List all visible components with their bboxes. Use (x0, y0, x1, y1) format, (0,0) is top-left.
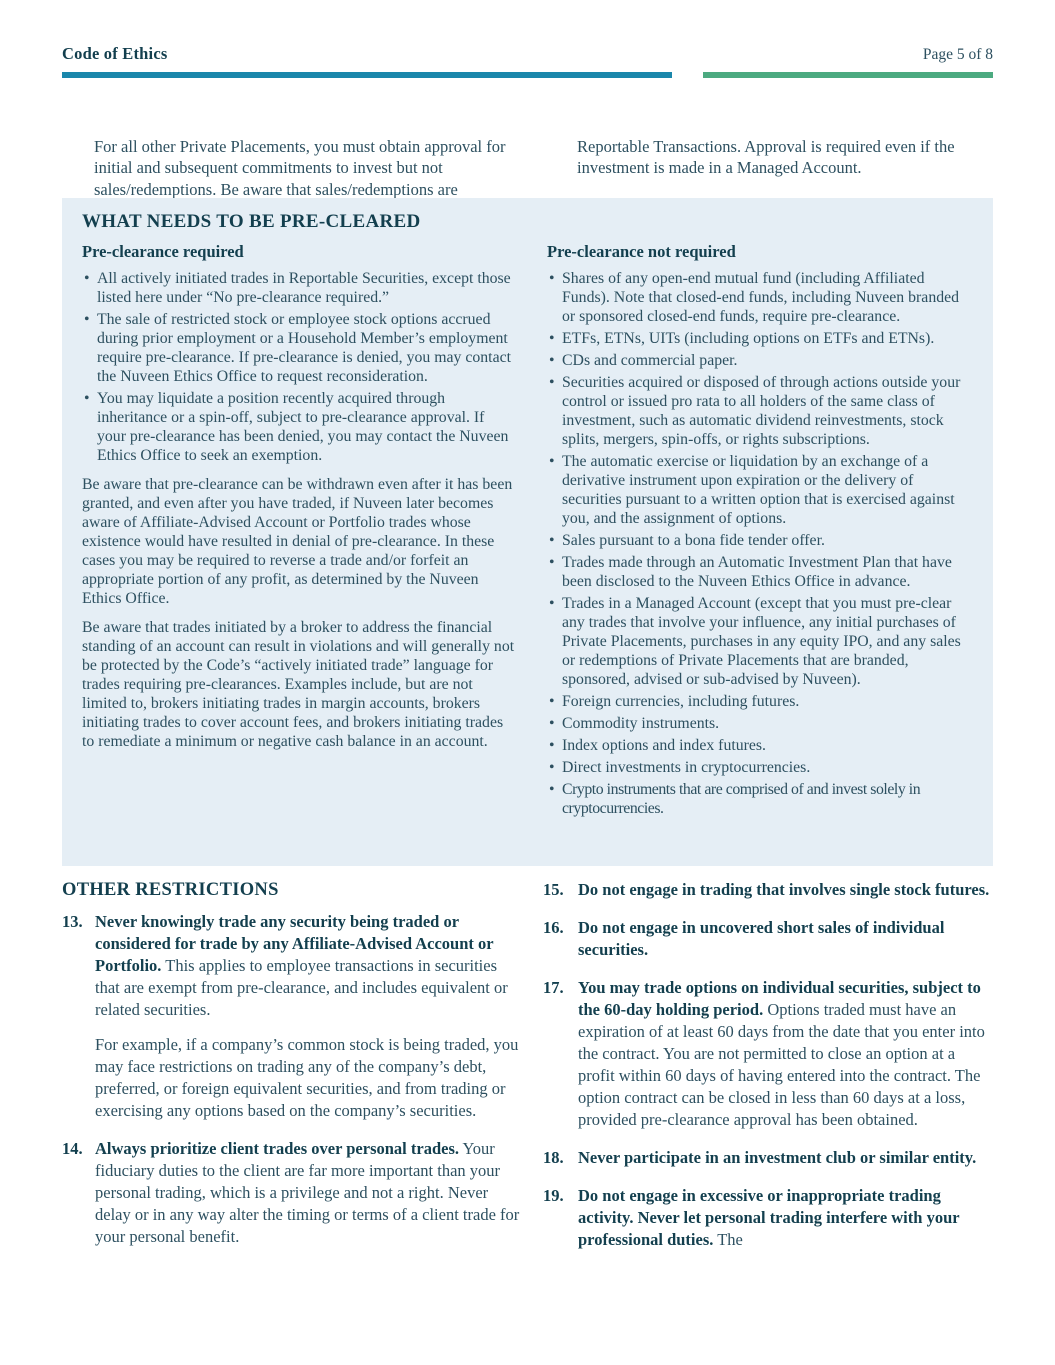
item-body (95, 911, 520, 1122)
bullet-item: • CDs and commercial paper. (547, 351, 975, 370)
item-lead-rest: Options traded must have an expiration of at least 60 days from the date that you enter into the contract. You are not permitted to close an option at a profit within 60 days of having entered into the contract. The option contract can be closed in less than 60 days at a loss, provided pre-clearance approval has been obtained. (578, 1000, 985, 1129)
item-lead-bold: Always prioritize client trades over personal trades. (95, 1139, 459, 1158)
bullet-item: • The automatic exercise or liquidation by an exchange of a derivative instrument upon expiration or the delivery of securities pursuant to a written option that is exercised against you, and the assignment of options. (547, 452, 975, 528)
page-header (62, 44, 993, 64)
pre-clearance-not-required-subtitle: Pre-clearance not required (547, 242, 736, 261)
bullet-item: • Trades in a Managed Account (except that you must pre-clear any trades that involve your influence, any initial purchases of Private Placements, purchases in any equity IPO, and any sales or redemptions of Private Placements that are branded, sponsored, advised or sub-advised by Nuveen). (547, 594, 975, 689)
document-title: Code of Ethics (62, 44, 168, 63)
item-body (95, 1138, 520, 1248)
bullet-item: • The sale of restricted stock or employee stock options accrued during prior employment or a Household Member’s employment require pre-clearance. If pre-clearance is denied, you may contact the Nuveen Ethics Office to request reconsideration. (82, 310, 515, 386)
pre-clearance-not-required-column (547, 242, 975, 821)
numbered-item-16 (543, 917, 995, 961)
item-text (578, 1185, 995, 1251)
numbered-item-13 (62, 911, 520, 1122)
item-lead-bold: You may trade options on individual securities, subject to the 60-day holding period. (578, 978, 981, 1019)
item-number: 15. (543, 880, 564, 899)
item-lead-rest: The (713, 1230, 743, 1249)
numbered-item-15 (543, 879, 995, 901)
intro-paragraph-right: Reportable Transactions. Approval is required even if the investment is made in a Managed Account. (577, 136, 955, 177)
item-body (578, 879, 989, 901)
numbered-item-19 (543, 1185, 995, 1251)
item-number: 19. (543, 1186, 564, 1205)
bullet-item: • Trades made through an Automatic Investment Plan that have been disclosed to the Nuveen Ethics Office in advance. (547, 553, 975, 591)
pre-clearance-required-subtitle: Pre-clearance required (82, 242, 244, 261)
pre-clearance-box (62, 198, 993, 866)
item-lead-bold: Do not engage in uncovered short sales of individual securities. (578, 918, 945, 959)
item-lead-bold: Do not engage in trading that involves single stock futures. (578, 880, 990, 899)
numbered-item-14 (62, 1138, 520, 1248)
item-lead-bold: Never knowingly trade any security being traded or considered for trade by any Affiliate-Advised Account or Portfolio. (95, 912, 494, 975)
restrictions-column-left (62, 911, 520, 1264)
bullet-item: • Direct investments in cryptocurrencies. (547, 758, 975, 777)
other-restrictions-title: OTHER RESTRICTIONS (62, 880, 279, 900)
bullet-item: • Commodity instruments. (547, 714, 975, 733)
item-number: 14. (62, 1139, 83, 1158)
item-body (578, 1147, 976, 1169)
item-number: 17. (543, 978, 564, 997)
item-body (578, 977, 995, 1131)
item-text (578, 879, 989, 901)
item-body (578, 1185, 995, 1251)
item-text (578, 917, 995, 961)
item-text (95, 1138, 520, 1248)
teal-rule-bar (62, 72, 672, 78)
item-number: 16. (543, 918, 564, 937)
page-number: Page 5 of 8 (922, 46, 993, 63)
item-text (95, 911, 520, 1021)
item-follow-paragraph: For example, if a company’s common stock is being traded, you may face restrictions on trading any of the company’s debt, preferred, or foreign equivalent securities, and from trading or exercising any options based on the company’s securities. (95, 1035, 519, 1120)
bullet-item: • Index options and index futures. (547, 736, 975, 755)
bullet-item: • ETFs, ETNs, UITs (including options on ETFs and ETNs). (547, 329, 975, 348)
item-number: 18. (543, 1148, 564, 1167)
header-rule (62, 72, 993, 78)
pre-clearance-required-column (82, 242, 515, 751)
item-text (578, 977, 995, 1131)
pre-clearance-box-title: WHAT NEEDS TO BE PRE-CLEARED (82, 211, 421, 232)
item-lead-rest: This applies to employee transactions in securities that are exempt from pre-clearance, and includes equivalent or related securities. (95, 956, 508, 1019)
item-lead-bold: Never participate in an investment club or similar entity. (578, 1148, 977, 1167)
intro-paragraph-left: For all other Private Placements, you must obtain approval for initial and subsequent commitments to invest but not sales/redemptions. Be aware that sales/redemptions are (94, 136, 506, 199)
pre-clearance-note-paragraph: Be aware that trades initiated by a broker to address the financial standing of an account can result in violations and will generally not be protected by the Code’s “actively initiated trade” language for trades requiring pre-clearances. Examples include, but are not limited to, brokers initiating trades in margin accounts, brokers initiating trades to cover account fees, and brokers initiating trades to remediate a minimum or negative cash balance in an account. (82, 619, 515, 750)
bullet-item: • Shares of any open-end mutual fund (including Affiliated Funds). Note that closed-end funds, including Nuveen branded or sponsored closed-end funds, require pre-clearance. (547, 269, 975, 326)
pre-clearance-required-list (82, 269, 515, 465)
bullet-item: • Securities acquired or disposed of through actions outside your control or issued pro rata to all holders of the same class of investment, such as automatic dividend reinvestments, stock splits, mergers, spin-offs, or rights subscriptions. (547, 373, 975, 449)
item-body (578, 917, 995, 961)
numbered-item-18 (543, 1147, 995, 1169)
bullet-item: • All actively initiated trades in Reportable Securities, except those listed here under “No pre-clearance required.” (82, 269, 515, 307)
green-rule-bar (703, 72, 993, 78)
item-lead-rest: Your fiduciary duties to the client are far more important than your personal trading, which is a privilege and not a right. Never delay or in any way alter the timing or terms of a client trade for your personal benefit. (95, 1139, 520, 1246)
item-lead-bold: Do not engage in excessive or inappropriate trading activity. Never let personal trading interfere with your professional duties. (578, 1186, 960, 1249)
restrictions-column-right (543, 879, 995, 1267)
bullet-item: • You may liquidate a position recently acquired through inheritance or a spin-off, subject to pre-clearance approval. If your pre-clearance has been denied, you may contact the Nuveen Ethics Office to seek an exemption. (82, 389, 515, 465)
bullet-item: • Sales pursuant to a bona fide tender offer. (547, 531, 975, 550)
item-number: 13. (62, 912, 83, 931)
item-text (578, 1147, 976, 1169)
bullet-item: • Crypto instruments that are comprised of and invest solely in cryptocurrencies. (547, 780, 975, 818)
pre-clearance-not-required-list (547, 269, 975, 818)
pre-clearance-note-paragraph: Be aware that pre-clearance can be withdrawn even after it has been granted, and even after you have traded, if Nuveen later becomes aware of Affiliate-Advised Account or Portfolio trades whose existence would have resulted in denial of pre-clearance. In these cases you may be required to reverse a trade and/or forfeit an appropriate portion of any profit, as determined by the Nuveen Ethics Office. (82, 476, 513, 607)
numbered-item-17 (543, 977, 995, 1131)
bullet-item: • Foreign currencies, including futures. (547, 692, 975, 711)
